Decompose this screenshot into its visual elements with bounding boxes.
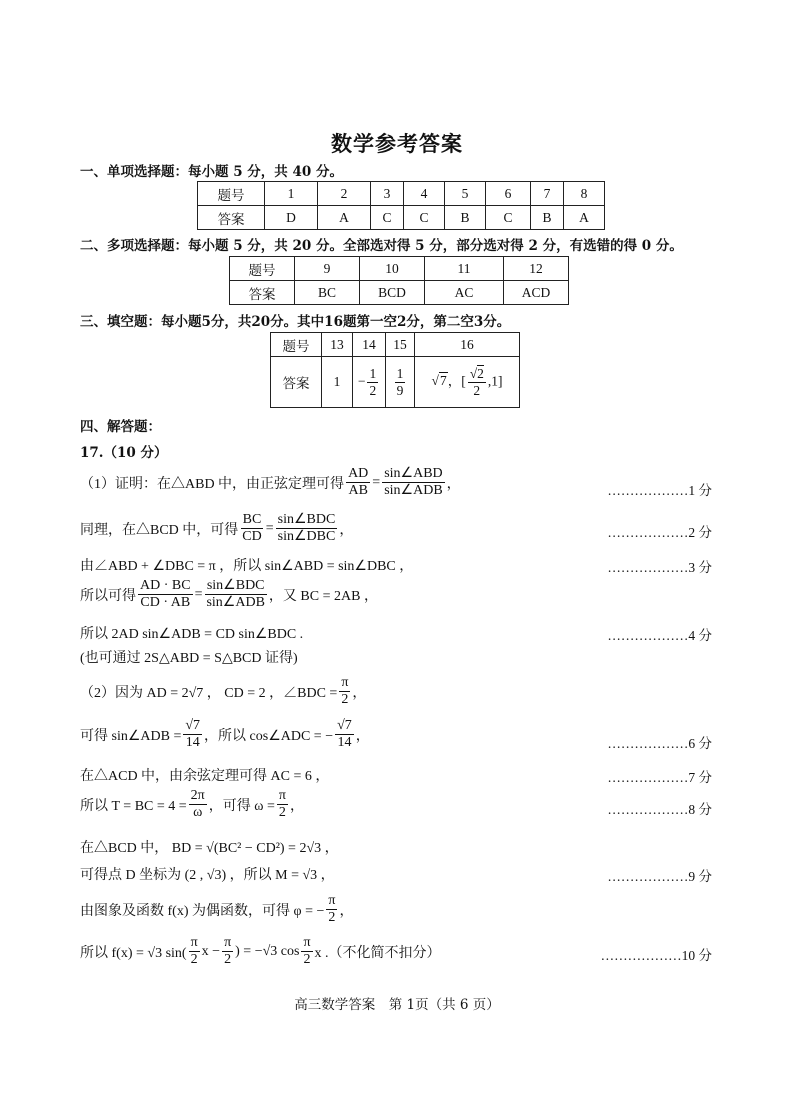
denominator: 2	[473, 382, 481, 398]
table-cell: AC	[425, 281, 504, 305]
header-label: 题号	[271, 333, 322, 357]
solution-line-3: 由∠ABD + ∠DBC = π ，所以 sin∠ABD = sin∠DBC ，	[80, 559, 414, 574]
numerator: π	[341, 675, 349, 690]
section3-heading: 三、填空题：每小题5分，共20分。其中16题第一空2分，第二空3分。	[80, 314, 511, 330]
table-cell: 5	[445, 182, 486, 206]
solution-line-5: 所以 2AD sin∠ADB = CD sin∠BDC .	[80, 627, 304, 642]
table-cell: C	[404, 206, 445, 230]
line-text: ，可得 ω =	[208, 798, 275, 814]
denominator: sin∠ADB	[206, 595, 265, 610]
table-cell: 3	[371, 182, 404, 206]
numerator: sin∠ABD	[384, 466, 443, 481]
solution-line-14	[80, 935, 441, 968]
fraction	[222, 935, 233, 968]
table-row	[230, 281, 569, 305]
table-row	[271, 333, 520, 357]
table-cell: A	[318, 206, 371, 230]
numerator: 1	[369, 365, 377, 381]
section3-answer-table	[270, 332, 520, 408]
denominator: 2	[190, 952, 198, 967]
solution-line-12: 可得点 D 坐标为 (2 , √3) ，所以 M = √3 ，	[80, 868, 335, 883]
solution-line-7	[80, 675, 366, 708]
table-cell: 2	[318, 182, 371, 206]
numerator: π	[303, 935, 311, 950]
fraction	[277, 788, 288, 821]
fraction	[204, 578, 266, 611]
page-title: 数学参考答案	[331, 131, 463, 156]
table-cell: 13	[322, 333, 353, 357]
solution-line-1	[80, 466, 461, 499]
denominator: 2	[369, 382, 377, 398]
score-marker: ………………9 分	[607, 869, 712, 884]
score-marker: ………………1 分	[607, 483, 712, 498]
table-cell: 9	[295, 257, 360, 281]
table-cell: 1	[265, 182, 318, 206]
denominator: 2	[328, 910, 336, 925]
table-cell: D	[265, 206, 318, 230]
answer-label: 答案	[230, 281, 295, 305]
table-cell: 1	[322, 357, 353, 408]
table-cell: 8	[564, 182, 605, 206]
line-text: 所以 T = BC = 4 =	[80, 798, 187, 814]
table-cell: 12	[504, 257, 569, 281]
denominator: AB	[348, 483, 368, 498]
denominator: sin∠ADB	[384, 483, 443, 498]
table-cell: BC	[295, 281, 360, 305]
fraction	[335, 718, 354, 751]
solution-line-8	[80, 718, 370, 751]
denominator: ω	[193, 805, 203, 820]
numerator: π	[278, 788, 286, 803]
equals-sign: =	[372, 474, 381, 490]
line-text: 所以可得	[80, 588, 136, 604]
line-text: 所以 f(x) = √3 sin(	[80, 945, 187, 961]
table-cell: 6	[486, 182, 531, 206]
fraction	[301, 935, 312, 968]
fraction	[189, 788, 207, 821]
table-cell: ACD	[504, 281, 569, 305]
score-marker: ………………2 分	[607, 525, 712, 540]
denominator: sin∠DBC	[277, 529, 336, 544]
section1-heading: 一、单项选择题：每小题 5 分，共 40 分。	[80, 164, 343, 180]
numerator: π	[190, 935, 198, 950]
table-row	[198, 206, 605, 230]
line-text: 同理，在△BCD 中，可得	[80, 522, 239, 538]
numerator: √2	[469, 365, 484, 381]
numerator: sin∠BDC	[277, 512, 336, 527]
equals-sign: =	[265, 520, 274, 536]
denominator: 14	[337, 735, 352, 750]
page-footer: 高三数学答案 第 1页（共 6 页）	[294, 997, 500, 1013]
bracket-open: [	[461, 373, 466, 389]
denominator: 2	[224, 952, 232, 967]
minus-sign: −	[357, 373, 366, 389]
table-cell: 4	[404, 182, 445, 206]
denominator: 2	[278, 805, 286, 820]
answer-label: 答案	[271, 357, 322, 408]
fraction	[367, 366, 378, 399]
table-cell: 7	[531, 182, 564, 206]
denominator: 9	[396, 382, 404, 398]
section4-heading: 四、解答题：	[80, 419, 161, 435]
solution-line-10	[80, 788, 304, 821]
table-cell: 11	[425, 257, 504, 281]
numerator: AD	[348, 466, 369, 481]
fraction	[326, 893, 337, 926]
solution-line-13	[80, 893, 353, 926]
denominator: CD · AB	[140, 595, 191, 610]
radicand: 7	[439, 373, 447, 389]
radicand: 2	[477, 365, 484, 381]
comma: ，	[289, 798, 304, 814]
table-cell: B	[445, 206, 486, 230]
line-text: ，所以 cos∠ADC = −	[204, 728, 334, 744]
denominator: 2	[341, 692, 349, 707]
table-cell: 10	[360, 257, 425, 281]
header-label: 题号	[198, 182, 265, 206]
fraction	[138, 578, 193, 611]
comma: ，	[352, 685, 367, 701]
line-text: 可得 sin∠ADB =	[80, 728, 182, 744]
table-cell: 14	[353, 333, 386, 357]
question-17-label: 17.（10 分）	[80, 445, 168, 461]
numerator: √7	[185, 718, 201, 733]
score-marker: ………………7 分	[607, 770, 712, 785]
line-text: ) = −√3 cos	[235, 943, 300, 959]
table-cell: C	[486, 206, 531, 230]
numerator: π	[328, 893, 336, 908]
solution-line-4	[80, 578, 378, 611]
solution-line-11: 在△BCD 中， BD = √(BC² − CD²) = 2√3 ，	[80, 841, 339, 856]
fraction	[189, 935, 200, 968]
numerator: √7	[337, 718, 352, 733]
numerator: BC	[242, 512, 262, 527]
section2-heading: 二、多项选择题：每小题 5 分，共 20 分。全部选对得 5 分，部分选对得 2 分，有选错的得 0 分。	[80, 238, 683, 254]
comma: ，	[355, 728, 370, 744]
solution-line-9: 在△ACD 中，由余弦定理可得 AC = 6 ，	[80, 769, 330, 784]
line-tail: x .（不化简不扣分）	[314, 945, 441, 961]
comma: ，	[446, 476, 461, 492]
table-cell: BCD	[360, 281, 425, 305]
table-cell	[415, 357, 520, 408]
line-text: x −	[201, 943, 221, 959]
line-text: （2）因为 AD = 2√7 ， CD = 2 ，∠BDC =	[80, 685, 338, 701]
solution-line-6: (也可通过 2S△ABD = S△BCD 证得)	[80, 651, 298, 666]
header-label: 题号	[230, 257, 295, 281]
table-cell	[353, 357, 386, 408]
fraction	[339, 675, 350, 708]
fraction	[183, 718, 202, 751]
answer-label: 答案	[198, 206, 265, 230]
line-text: （1）证明：在△ABD 中，由正弦定理可得	[80, 476, 345, 492]
table-cell: C	[371, 206, 404, 230]
score-marker: ………………6 分	[607, 736, 712, 751]
fraction	[276, 512, 338, 545]
bracket-close: ,1]	[487, 373, 503, 389]
line-tail: ，又 BC = 2AB ，	[268, 588, 378, 604]
section1-answer-table	[197, 181, 605, 230]
table-cell: 16	[415, 333, 520, 357]
numerator: 2π	[190, 788, 205, 803]
table-row	[198, 182, 605, 206]
fraction	[346, 466, 370, 499]
table-row	[271, 357, 520, 408]
numerator: AD · BC	[140, 578, 191, 593]
score-marker: ………………4 分	[607, 628, 712, 643]
numerator: sin∠BDC	[206, 578, 265, 593]
score-marker: ………………8 分	[607, 802, 712, 817]
sqrt-expression: √7	[431, 373, 447, 389]
line-text: 由图象及函数 f(x) 为偶函数，可得 φ = −	[80, 903, 325, 919]
numerator: π	[224, 935, 232, 950]
score-marker: ………………3 分	[607, 560, 712, 575]
table-row	[230, 257, 569, 281]
fraction	[468, 366, 486, 399]
denominator: 2	[303, 952, 311, 967]
equals-sign: =	[194, 586, 203, 602]
denominator: CD	[242, 529, 262, 544]
table-cell	[386, 357, 415, 408]
table-cell: 15	[386, 333, 415, 357]
comma: ，	[339, 522, 354, 538]
numerator: 1	[396, 365, 404, 381]
separator: ，	[447, 373, 462, 389]
table-cell: B	[531, 206, 564, 230]
table-cell: A	[564, 206, 605, 230]
denominator: 14	[185, 735, 200, 750]
comma: ，	[339, 903, 354, 919]
score-marker: ………………10 分	[600, 948, 712, 963]
fraction	[240, 512, 263, 545]
section2-answer-table	[229, 256, 569, 305]
fraction	[395, 366, 406, 399]
fraction	[382, 466, 444, 499]
solution-line-2	[80, 512, 353, 545]
